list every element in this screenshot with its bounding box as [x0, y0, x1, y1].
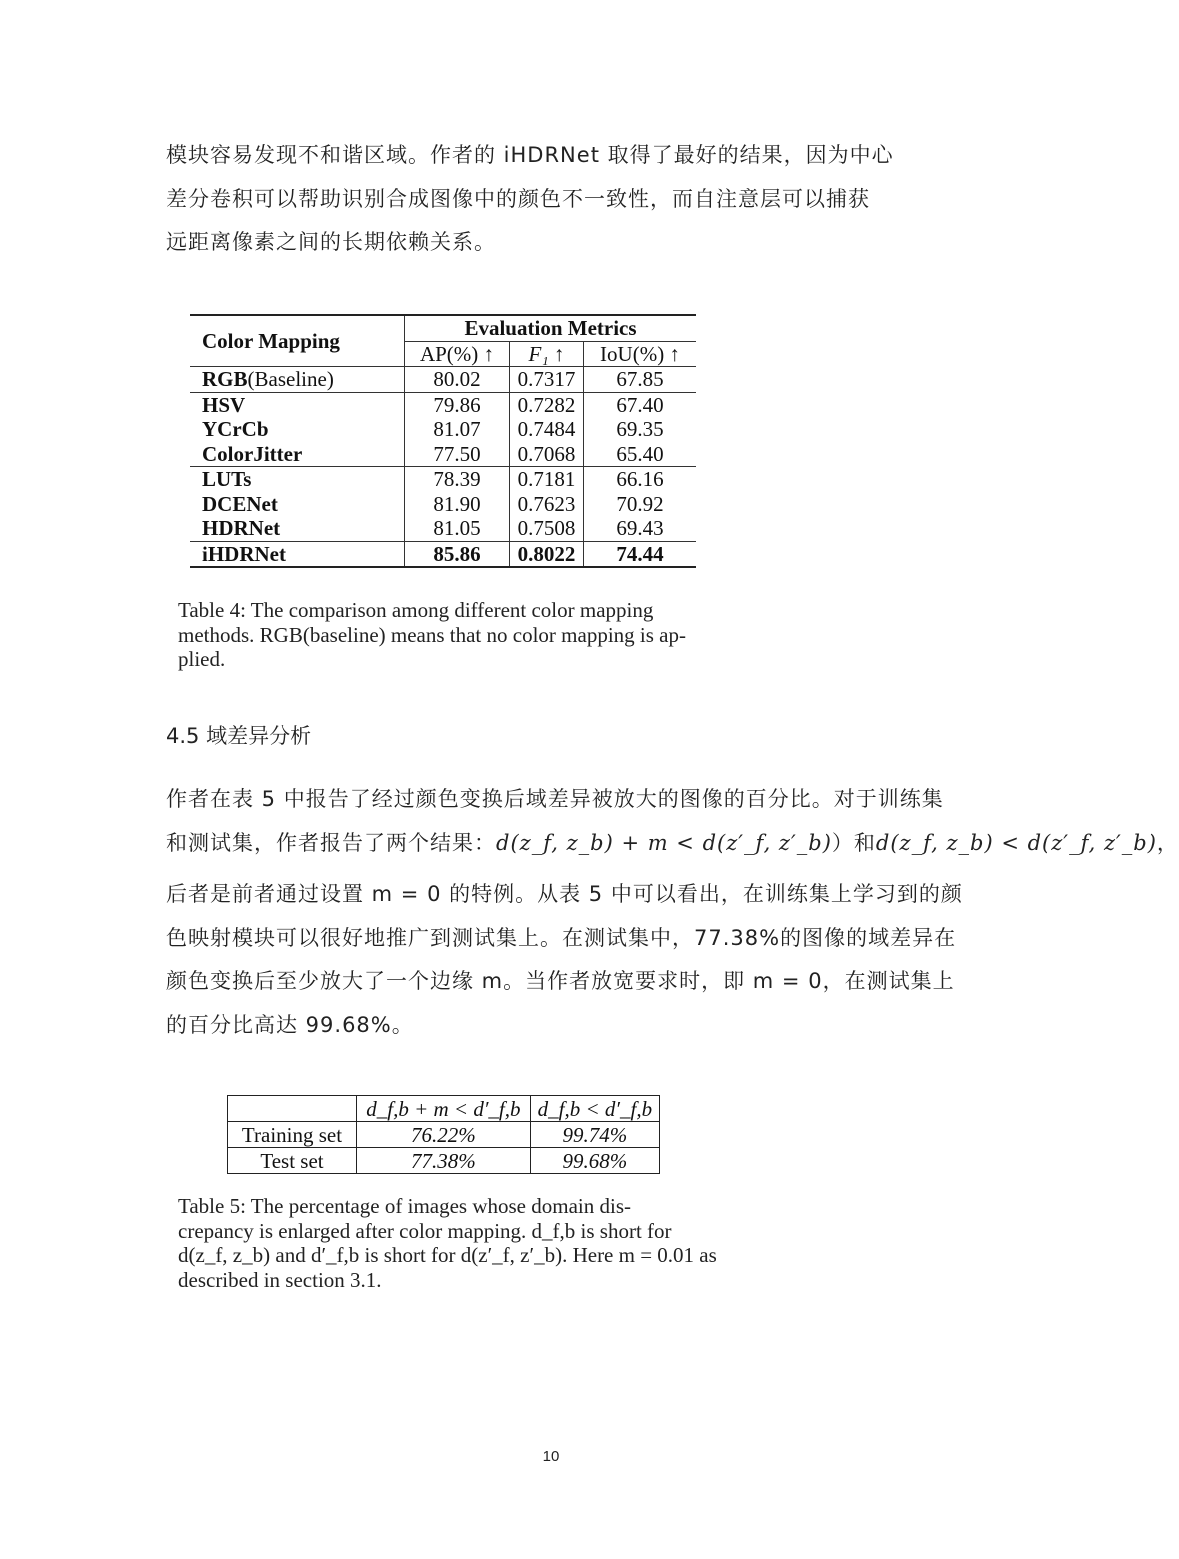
text-line: 差分卷积可以帮助识别合成图像中的颜色不一致性，而自注意层可以捕获: [166, 186, 870, 211]
page-number: 10: [542, 1448, 560, 1465]
table-row: [190, 367, 696, 393]
paragraph-analysis: [166, 778, 1179, 1047]
cell-ap: 81.05: [405, 516, 510, 541]
cell-ap: 78.39: [405, 467, 510, 492]
row-name: HSV: [190, 392, 405, 417]
text-line: 模块容易发现不和谐区域。作者的 iHDRNet 取得了最好的结果，因为中心: [166, 143, 894, 167]
table-row: [190, 467, 696, 492]
row-label: Training set: [228, 1122, 357, 1148]
table-row: [190, 492, 696, 517]
caption-line: described in section 3.1.: [178, 1267, 382, 1292]
cell-iou: 67.85: [584, 367, 697, 393]
text-line: 作者在表 5 中报告了经过颜色变换后域差异被放大的图像的百分比。对于训练集: [166, 787, 944, 811]
cell-f1: 0.7181: [510, 467, 584, 492]
table-header-ap: AP(%) ↑: [405, 341, 510, 367]
row-label: Test set: [228, 1148, 357, 1174]
table-header-iou: IoU(%) ↑: [600, 341, 680, 366]
cell-f1: 0.7508: [510, 516, 584, 541]
table5-caption: [178, 1194, 717, 1292]
table-corner-cell: [228, 1096, 357, 1122]
table-row: [190, 516, 696, 541]
table-header-f1-text: F₁ ↑: [528, 341, 565, 366]
cell-ap: 81.07: [405, 417, 510, 442]
cell-ap: 77.50: [405, 442, 510, 467]
caption-line: d(z_f, z_b) and d′_f,b is short for d(z′_f, z′_b). Here m = 0.01 as: [178, 1243, 717, 1267]
row-name: iHDRNet: [190, 541, 405, 567]
table-row: [228, 1122, 660, 1148]
table-row: [190, 541, 696, 567]
cell-iou: 65.40: [616, 441, 664, 466]
table-header-f1: [510, 341, 584, 367]
row-name: RGB(Baseline): [190, 367, 405, 393]
cell-f1: 0.7623: [510, 492, 584, 517]
cell-value: 77.38%: [357, 1148, 531, 1174]
table-row: [190, 417, 696, 442]
text-line-formula: [166, 822, 1179, 866]
cell-value: 99.68%: [530, 1148, 659, 1174]
table-header-margin: d_f,b + m < d′_f,b: [357, 1096, 531, 1122]
text-fragment: 和测试集，作者报告了两个结果：: [166, 830, 496, 855]
row-name: YCrCb: [190, 417, 405, 442]
cell-ap: 85.86: [405, 541, 510, 567]
caption-line: methods. RGB(baseline) means that no color mapping is ap-: [178, 622, 686, 647]
text-line: 远距离像素之间的长期依赖关系。: [166, 230, 496, 254]
table-row: [190, 442, 696, 467]
text-line: 后者是前者通过设置 m = 0 的特例。从表 5 中可以看出，在训练集上学习到的颜: [166, 882, 963, 906]
text-line: 颜色变换后至少放大了一个边缘 m。当作者放宽要求时，即 m = 0，在测试集上: [166, 969, 955, 993]
table-header-plain: d_f,b < d′_f,b: [530, 1096, 659, 1122]
caption-line: Table 4: The comparison among different color mapping: [178, 598, 654, 622]
caption-line: Table 5: The percentage of images whose domain dis-: [178, 1194, 631, 1218]
cell-iou: 69.43: [616, 516, 664, 541]
text-line: 的百分比高达 99.68%。: [166, 1012, 414, 1037]
cell-ap: 80.02: [405, 367, 510, 393]
table-row: [228, 1148, 660, 1174]
table-header-evaluation-metrics: Evaluation Metrics: [405, 315, 697, 341]
row-name: HDRNet: [190, 516, 405, 541]
cell-f1: 0.8022: [510, 541, 584, 567]
formula-plain: d(z_f, z_b) < d(z′_f, z′_b): [875, 830, 1157, 855]
table-row: [190, 392, 696, 417]
table-color-mapping: [190, 314, 696, 568]
row-name: ColorJitter: [190, 442, 405, 467]
row-name: DCENet: [190, 492, 405, 517]
text-fragment: ）和: [831, 830, 876, 855]
cell-iou: 69.35: [616, 417, 664, 442]
cell-iou: 67.40: [584, 392, 697, 417]
table-header-row: [228, 1096, 660, 1122]
text-fragment: ，: [1156, 830, 1179, 855]
table4-caption: [178, 598, 713, 672]
table-header-color-mapping: Color Mapping: [190, 315, 405, 367]
formula-margin: d(z_f, z_b) + m < d(z′_f, z′_b): [496, 830, 832, 855]
paragraph-intro: [166, 134, 941, 265]
cell-value: 76.22%: [357, 1122, 531, 1148]
cell-iou: 74.44: [584, 541, 697, 567]
cell-value: 99.74%: [530, 1122, 659, 1148]
caption-line: crepancy is enlarged after color mapping. d_f,b is short for: [178, 1218, 672, 1243]
cell-f1: 0.7317: [510, 367, 584, 393]
cell-f1: 0.7282: [510, 392, 584, 417]
table-domain-discrepancy: [227, 1095, 660, 1174]
row-name: LUTs: [190, 467, 405, 492]
caption-line: plied.: [178, 647, 226, 671]
text-line: 色映射模块可以很好地推广到测试集上。在测试集中，77.38%的图像的域差异在: [166, 925, 957, 950]
section-heading: 4.5 域差异分析: [166, 724, 312, 748]
cell-ap: 81.90: [405, 492, 510, 517]
cell-ap: 79.86: [405, 392, 510, 417]
cell-iou: 70.92: [616, 491, 664, 516]
cell-f1: 0.7484: [510, 417, 584, 442]
cell-iou: 66.16: [584, 467, 697, 492]
cell-f1: 0.7068: [510, 442, 584, 467]
